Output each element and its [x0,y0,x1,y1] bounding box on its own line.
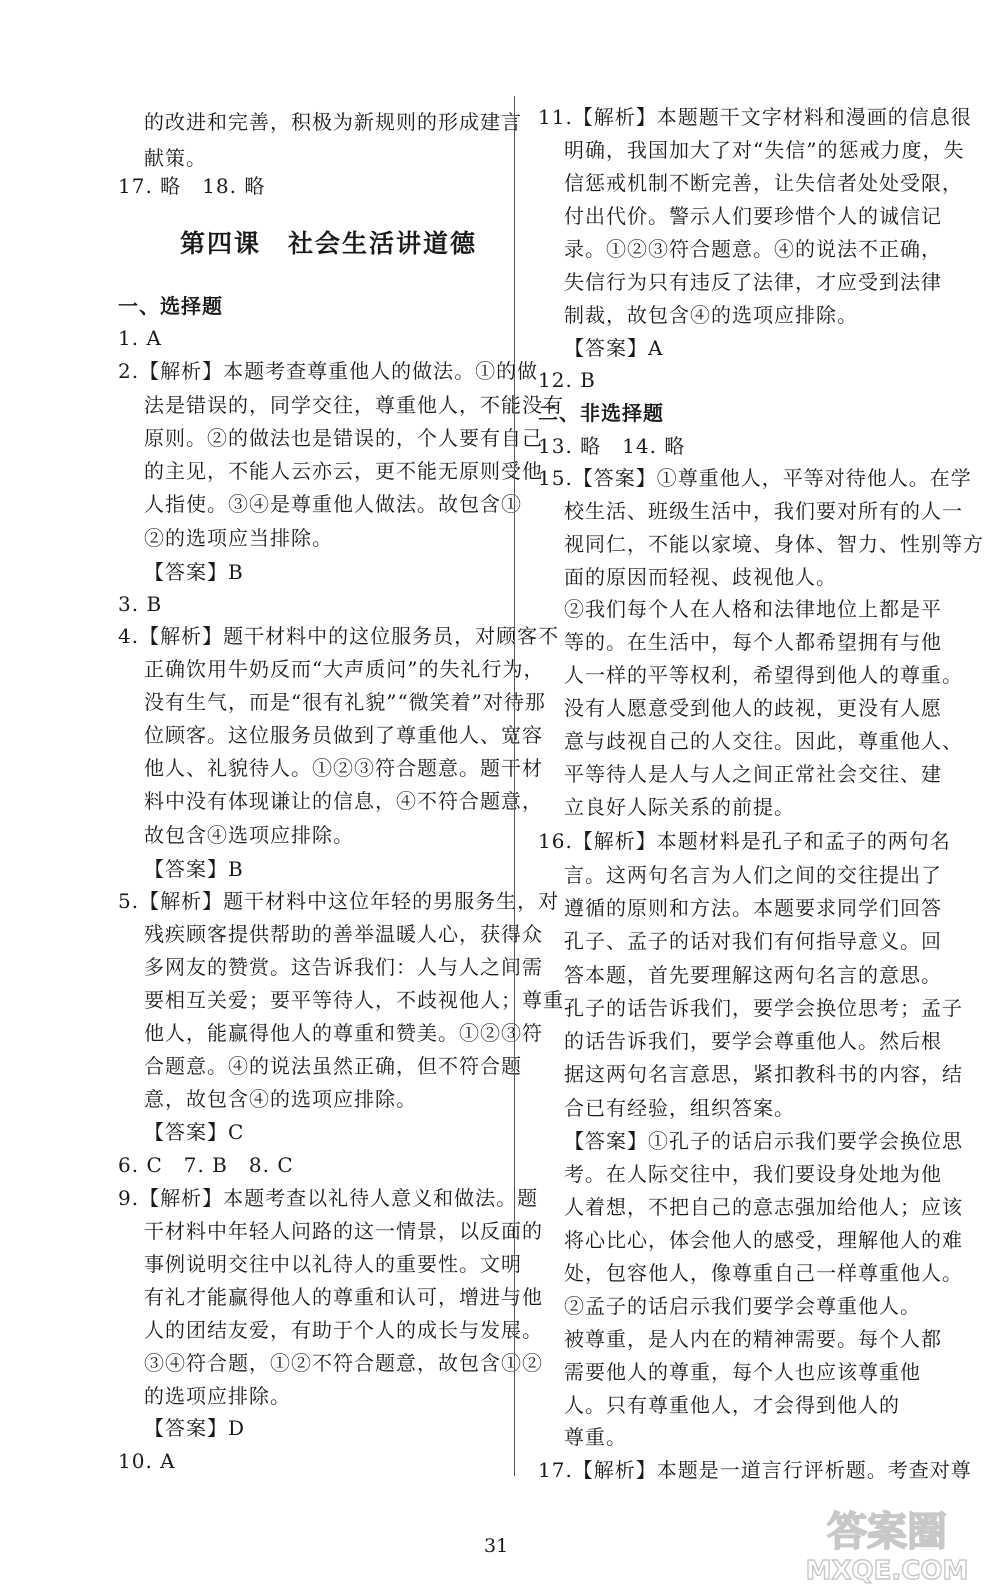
left-text-line: 合题意。④的说法虽然正确，但不符合题 [144,1054,522,1078]
left-text-line: 4.【解析】题干材料中的这位服务员，对顾客不 [118,624,560,648]
left-text-line: 他人、礼貌待人。①②③符合题意。题干材 [144,756,543,780]
right-text-line: ②我们每个人在人格和法律地位上都是平 [564,597,942,621]
right-text-line: 没有人愿意受到他人的歧视，更没有人愿 [564,696,942,720]
right-text-line: 信惩戒机制不断完善，让失信者处处受限， [564,171,963,195]
left-text-line: 法是错误的，同学交往，尊重他人，不能没有 [144,393,564,417]
left-text-line: ③④符合题，①②不符合题意，故包含①② [144,1351,543,1375]
right-text-line: 被尊重，是人内在的精神需要。每个人都 [564,1327,942,1351]
right-text-line: 的话告诉我们，要学会尊重他人。然后根 [564,1029,942,1053]
watermark-logo [782,1501,992,1587]
column-divider [514,96,515,1476]
left-text-line: ②的选项应当排除。 [144,526,333,550]
left-text-line: 3. B [118,592,163,616]
left-text-line: 人指使。③④是尊重他人做法。故包含① [144,492,522,516]
left-text-line: 意，故包含④的选项应排除。 [144,1087,417,1111]
left-text-line: 1. A [118,326,162,350]
left-text-line: 献策。 [144,146,207,170]
right-text-line: 校生活、班级生活中，我们要对所有的人一 [564,499,963,523]
page-number: 31 [484,1535,509,1557]
left-text-line: 【答案】B [144,560,244,584]
right-text-line: 等的。在生活中，每个人都希望拥有与他 [564,630,942,654]
right-text-line: 失信行为只有违反了法律，才应受到法律 [564,270,942,294]
right-text-line: 孔子的话告诉我们，要学会换位思考；孟子 [564,996,963,1020]
section-heading: 一、选择题 [118,294,223,318]
left-text-line: 的选项应排除。 [144,1384,291,1408]
left-text-line: 多网友的赞赏。这告诉我们：人与人之间需 [144,955,543,979]
right-text-line: 【答案】A [564,336,664,360]
watermark-url: MXQE.COM [805,1556,969,1586]
right-text-line: 孔子、孟子的话对我们有何指导意义。回 [564,929,942,953]
left-text-line: 要相互关爱；要平等待人，不歧视他人；尊重 [144,988,564,1012]
right-text-line: 人着想，不把自己的意志强加给他人；应该 [564,1195,963,1219]
right-text-line: 尊重。 [564,1425,627,1449]
section-heading: 二、非选择题 [538,401,664,425]
left-text-line: 事例说明交往中以礼待人的重要性。文明 [144,1252,522,1276]
right-text-line: 付出代价。警示人们要珍惜个人的诚信记 [564,204,942,228]
left-text-line: 17. 略 18. 略 [118,174,266,198]
right-text-line: 人一样的平等权利，希望得到他人的尊重。 [564,663,963,687]
lesson-title: 第四课 社会生活讲道德 [180,229,478,258]
right-text-line: 17.【解析】本题是一道言行评析题。考查对尊 [538,1458,972,1482]
right-text-line: 明确，我国加大了对“失信”的惩戒力度，失 [564,138,965,162]
left-text-line: 人的团结友爱，有助于个人的成长与发展。 [144,1318,543,1342]
right-text-line: 合已有经验，组织答案。 [564,1096,795,1120]
left-text-line: 正确饮用牛奶反而“大声质问”的失礼行为， [144,657,545,681]
left-text-line: 没有生气，而是“很有礼貌”“微笑着”对待那 [144,690,546,714]
right-text-line: 16.【解析】本题材料是孔子和孟子的两句名 [538,829,951,853]
right-text-line: 意与歧视自己的人交往。因此，尊重他人、 [564,729,963,753]
left-text-line: 有礼才能赢得他人的尊重和认可，增进与他 [144,1285,543,1309]
left-text-line: 残疾顾客提供帮助的善举温暖人心，获得众 [144,922,543,946]
right-text-line: 人。只有尊重他人，才会得到他人的 [564,1393,900,1417]
right-text-line: ②孟子的话启示我们要学会尊重他人。 [564,1294,921,1318]
right-text-line: 制裁，故包含④的选项应排除。 [564,303,858,327]
right-text-line: 考。在人际交往中，我们要设身处地为他 [564,1162,942,1186]
right-text-line: 需要他人的尊重，每个人也应该尊重他 [564,1360,921,1384]
left-text-line: 9.【解析】本题考查以礼待人意义和做法。题 [118,1186,539,1210]
left-text-line: 【答案】C [144,1120,245,1144]
left-text-line: 的主见，不能人云亦云，更不能无原则受他 [144,459,543,483]
left-text-line: 【答案】B [144,857,244,881]
right-text-line: 平等待人是人与人之间正常社会交往、建 [564,762,942,786]
right-text-line: 视同仁，不能以家境、身体、智力、性别等方 [564,532,984,556]
left-text-line: 6. C 7. B 8. C [118,1153,294,1177]
left-text-line: 【答案】D [144,1416,246,1440]
right-text-line: 处，包容他人，像尊重自己一样尊重他人。 [564,1261,963,1285]
right-text-line: 录。①②③符合题意。④的说法不正确， [564,237,942,261]
right-text-line: 【答案】①孔子的话启示我们要学会换位思 [564,1129,963,1153]
right-text-line: 据这两句名言意思，紧扣教科书的内容，结 [564,1062,963,1086]
left-text-line: 故包含④选项应排除。 [144,823,354,847]
right-text-line: 11.【解析】本题题干文字材料和漫画的信息很 [538,105,972,129]
left-text-line: 5.【解析】题干材料中这位年轻的男服务生，对 [118,889,560,913]
right-text-line: 13. 略 14. 略 [538,434,686,458]
left-text-line: 原则。②的做法也是错误的，个人要有自己 [144,426,543,450]
left-text-line: 他人，能赢得他人的尊重和赞美。①②③符 [144,1021,543,1045]
right-text-line: 将心比心，体会他人的感受，理解他人的难 [564,1228,963,1252]
left-text-line: 料中没有体现谦让的信息，④不符合题意， [144,789,543,813]
left-text-line: 10. A [118,1449,176,1473]
right-text-line: 答本题，首先要理解这两句名言的意思。 [564,963,942,987]
left-text-line: 2.【解析】本题考查尊重他人的做法。①的做 [118,359,539,383]
right-text-line: 遵循的原则和方法。本题要求同学们回答 [564,896,942,920]
left-text-line: 干材料中年轻人问路的这一情景，以反面的 [144,1219,543,1243]
right-text-line: 立良好人际关系的前提。 [564,795,795,819]
right-text-line: 言。这两句名言为人们之间的交往提出了 [564,863,942,887]
right-text-line: 15.【答案】①尊重他人，平等对待他人。在学 [538,466,972,490]
right-text-line: 12. B [538,368,596,392]
left-text-line: 的改进和完善，积极为新规则的形成建言 [144,110,522,134]
left-text-line: 位顾客。这位服务员做到了尊重他人、宽容 [144,723,543,747]
watermark-text: 答案圈 [827,1509,947,1555]
right-text-line: 面的原因而轻视、歧视他人。 [564,565,837,589]
